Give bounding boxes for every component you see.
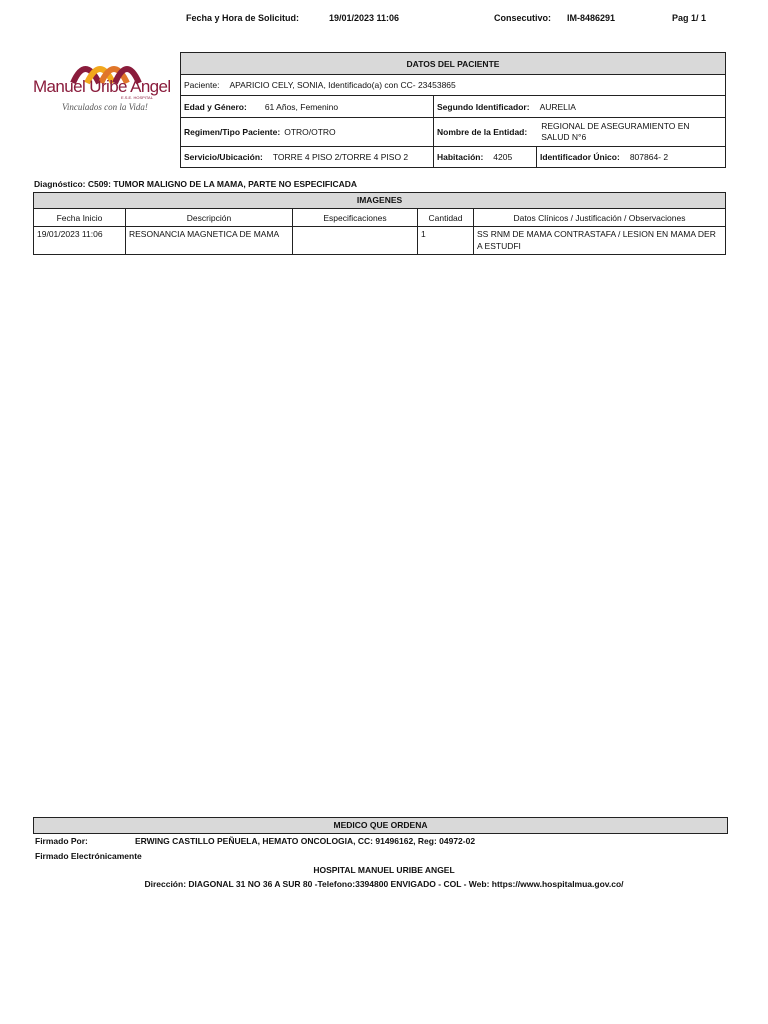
room-value: 4205 bbox=[493, 152, 513, 162]
service-label: Servicio/Ubicación: bbox=[184, 152, 263, 162]
room-cell bbox=[434, 147, 537, 168]
table-row bbox=[34, 227, 726, 255]
imaging-table-title: IMAGENES bbox=[34, 193, 726, 209]
row-cantidad: 1 bbox=[418, 227, 474, 255]
entity-cell bbox=[434, 118, 726, 147]
logo-name: Manuel Uribe Angel bbox=[33, 77, 171, 96]
ordering-doctor-title: MEDICO QUE ORDENA bbox=[33, 817, 728, 834]
entity-label: Nombre de la Entidad: bbox=[437, 127, 528, 137]
unique-id-value: 807864- 2 bbox=[629, 152, 669, 162]
column-header: Datos Clínicos / Justificación / Observaciones bbox=[474, 209, 726, 227]
patient-label: Paciente: bbox=[184, 80, 220, 90]
second-id-cell bbox=[434, 96, 726, 118]
service-value: TORRE 4 PISO 2/TORRE 4 PISO 2 bbox=[272, 152, 409, 162]
entity-value: REGIONAL DE ASEGURAMIENTO EN SALUD N°6 bbox=[541, 121, 690, 142]
age-gender-value: 61 Años, Femenino bbox=[264, 101, 339, 112]
hospital-address: Dirección: DIAGONAL 31 NO 36 A SUR 80 -Telefono:3394800 ENVIGADO - COL - Web: https://www.hospitalmua.gov.co/ bbox=[144, 879, 624, 889]
consecutivo-value: IM-8486291 bbox=[567, 13, 616, 23]
column-header: Descripción bbox=[126, 209, 293, 227]
fecha-value: 19/01/2023 11:06 bbox=[329, 13, 400, 23]
room-label: Habitación: bbox=[437, 152, 484, 162]
signed-by-value: ERWING CASTILLO PEÑUELA, HEMATO ONCOLOGIA, CC: 91496162, Reg: 04972-02 bbox=[135, 836, 476, 846]
second-id-label: Segundo Identificador: bbox=[437, 101, 530, 112]
diagnosis-line: Diagnóstico: C509: TUMOR MALIGNO DE LA MAMA, PARTE NO ESPECIFICADA bbox=[34, 179, 358, 189]
age-gender-cell bbox=[181, 96, 434, 118]
patient-data-table bbox=[180, 52, 726, 168]
row-especificaciones bbox=[293, 227, 418, 255]
column-header: Especificaciones bbox=[293, 209, 418, 227]
column-header: Cantidad bbox=[418, 209, 474, 227]
logo-subtitle: E.S.E. HOSPITAL bbox=[121, 95, 153, 100]
unique-id-cell bbox=[537, 147, 726, 168]
patient-value: APARICIO CELY, SONIA, Identificado(a) con CC- 23453865 bbox=[229, 80, 456, 90]
regimen-cell bbox=[181, 118, 434, 147]
consecutivo-label: Consecutivo: bbox=[494, 13, 552, 23]
row-observaciones: SS RNM DE MAMA CONTRASTAFA / LESION EN MAMA DER A ESTUDFI bbox=[474, 227, 726, 255]
signed-electronically: Firmado Electrónicamente bbox=[35, 851, 142, 861]
logo-tagline: Vinculados con la Vida! bbox=[62, 102, 148, 112]
service-cell bbox=[181, 147, 434, 168]
patient-name-cell bbox=[181, 75, 726, 96]
hospital-logo bbox=[33, 55, 175, 120]
signed-by-label: Firmado Por: bbox=[35, 836, 88, 846]
row-fecha: 19/01/2023 11:06 bbox=[34, 227, 126, 255]
row-descripcion: RESONANCIA MAGNETICA DE MAMA bbox=[126, 227, 293, 255]
imaging-orders-table bbox=[33, 192, 726, 255]
second-id-value: AURELIA bbox=[539, 101, 576, 112]
age-gender-label: Edad y Género: bbox=[184, 101, 247, 112]
unique-id-label: Identificador Único: bbox=[540, 152, 620, 162]
patient-table-title: DATOS DEL PACIENTE bbox=[181, 53, 726, 75]
regimen-value: OTRO/OTRO bbox=[284, 127, 336, 137]
page-number: Pag 1/ 1 bbox=[672, 13, 707, 23]
hospital-name: HOSPITAL MANUEL URIBE ANGEL bbox=[313, 865, 455, 875]
regimen-label: Regimen/Tipo Paciente: bbox=[184, 127, 281, 137]
column-header: Fecha Inicio bbox=[34, 209, 126, 227]
fecha-label: Fecha y Hora de Solicitud: bbox=[186, 13, 300, 23]
